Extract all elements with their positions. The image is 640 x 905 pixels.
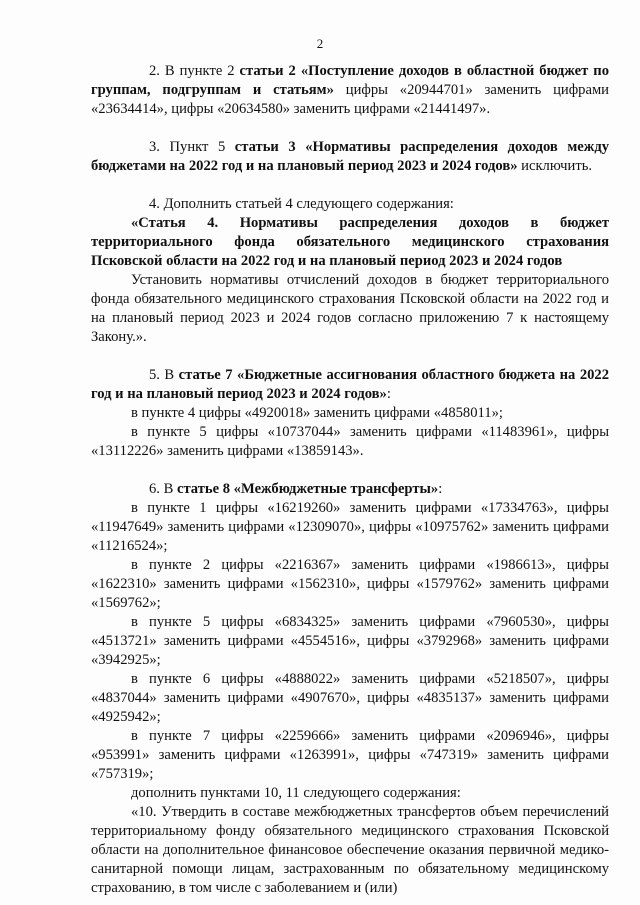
item-3-article-title: статьи 3 «Нормативы распределения доходов между бюджетами на 2022 год и на плановый период 2023 и 2024 годов» [91,139,610,174]
item-4-article-body: Установить нормативы отчислений доходов в бюджет территориального фонда обязательного медицинского страхования Псковской области на 2022 год и на плановый период 2023 и 2024 годов согласно приложению 7 к настоящему Закону.». [91,272,609,345]
item-3-lead: 3. Пункт 5 [149,139,235,155]
item-6-paragraph [91,480,609,499]
item-5-article-title: статье 7 «Бюджетные ассигнования областного бюджета на 2022 год и на плановый период 2023 и 2024 годов» [91,367,610,402]
item-3-paragraph [91,138,609,176]
item-5-sub-1: в пункте 4 цифры «4920018» заменить цифрами «4858011»; [131,405,503,421]
item-5-paragraph [91,366,609,404]
item-6-lead: 6. В [149,481,177,497]
item-2-article-title: статьи 2 «Поступление доходов в областной бюджет по группам, подгруппам и статьям» [91,63,609,98]
item-5-sub-2: в пункте 5 цифры «10737044» заменить цифрами «11483961», цифры «13112226» заменить цифрами «13859143». [91,424,609,459]
item-5-lead: 5. В [149,367,179,383]
item-6-sub-1: в пункте 1 цифры «16219260» заменить цифрами «17334763», цифры «11947649» заменить цифрами «12309070», цифры «10975762» заменить цифрами «11216524»; [91,500,609,554]
item-6-sub-5: в пункте 7 цифры «2259666» заменить цифрами «2096946», цифры «953991» заменить цифрами «1263991», цифры «747319» заменить цифрами «757319»; [91,728,609,782]
item-2-lead: 2. В пункте 2 [149,63,240,79]
item-6-article-title: статье 8 «Межбюджетные трансферты» [176,481,439,497]
item-4-intro: 4. Дополнить статьей 4 следующего содержания: [149,196,454,212]
item-3-text: исключить. [517,158,593,174]
item-4-article-heading [91,214,609,271]
item-6-sub-3: в пункте 5 цифры «6834325» заменить цифрами «7960530», цифры «4513721» заменить цифрами «4554516», цифры «3792968» заменить цифрами «3942925»; [91,614,609,668]
item-4-heading-text: «Статья 4. Нормативы распределения доходов в бюджет территориального фонда обязательного медицинского страхования Псковской области на 2022 год и на плановый период 2023 и 2024 годов [91,215,609,269]
page-number: 2 [316,36,324,51]
item-6-sub-6: дополнить пунктами 10, 11 следующего содержания: [131,785,461,801]
item-5-colon: : [386,386,391,402]
document-body [91,62,609,898]
item-6-sub-7: «10. Утвердить в составе межбюджетных трансфертов объем перечислений территориальному фонду обязательного медицинского страхования Псковской области на дополнительное финансовое обеспечение оказания первичной медико-санитарной помощи лицам, застрахованным по обязательному медицинскому страхованию, в том числе с заболеванием и (или) [91,804,609,896]
item-2-paragraph [91,62,609,119]
item-6-sub-4: в пункте 6 цифры «4888022» заменить цифрами «5218507», цифры «4837044» заменить цифрами «4907670», цифры «4835137» заменить цифрами «4925942»; [91,671,609,725]
item-2-text: цифры «20944701» заменить цифрами «23634414», цифры «20634580» заменить цифрами «21441497». [91,82,609,117]
item-6-sub-2: в пункте 2 цифры «2216367» заменить цифрами «1986613», цифры «1622310» заменить цифрами «1562310», цифры «1579762» заменить цифрами «1569762»; [91,557,609,611]
item-6-colon: : [438,481,443,497]
